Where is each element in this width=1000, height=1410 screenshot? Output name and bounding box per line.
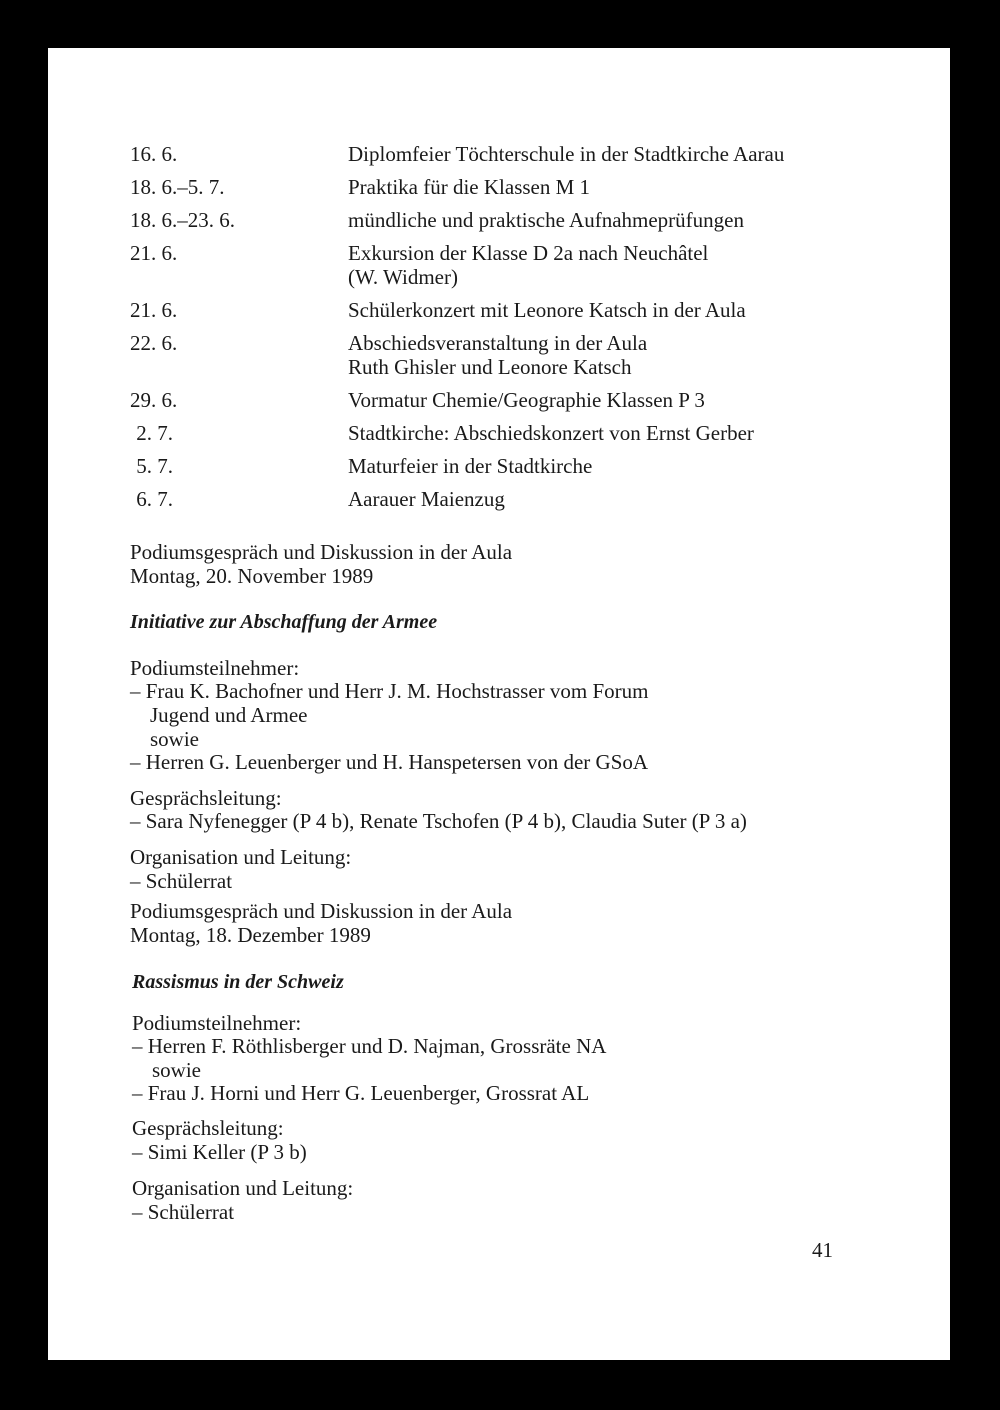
schedule-date: 21. 6. (130, 298, 178, 322)
participants-label: Podiumsteilnehmer: (130, 656, 300, 680)
schedule-date: 2. 7. (136, 421, 173, 445)
schedule-date: 5. 7. (136, 454, 173, 478)
organisation-line: – Schülerrat (130, 869, 233, 893)
moderation-label: Gesprächsleitung: (132, 1116, 284, 1140)
participant-line: – Herren F. Röthlisberger und D. Najman, Grossräte NA (132, 1034, 607, 1058)
event-title: Rassismus in der Schweiz (132, 971, 344, 993)
schedule-date: 29. 6. (130, 388, 178, 412)
schedule-date: 22. 6. (130, 331, 178, 355)
schedule-date: 18. 6.–23. 6. (130, 208, 235, 232)
participant-line: Jugend und Armee (150, 703, 308, 727)
schedule-event: Maturfeier in der Stadtkirche (348, 454, 593, 478)
schedule-event: Vormatur Chemie/Geographie Klassen P 3 (348, 388, 705, 412)
moderation-label: Gesprächsleitung: (130, 786, 282, 810)
schedule-event: Aarauer Maienzug (348, 487, 505, 511)
schedule-event: Schülerkonzert mit Leonore Katsch in der Aula (348, 298, 746, 322)
schedule-event: Praktika für die Klassen M 1 (348, 175, 591, 199)
event-date: Montag, 20. November 1989 (130, 564, 374, 588)
schedule-event: Diplomfeier Töchterschule in der Stadtkirche Aarau (348, 142, 785, 166)
schedule-event-continued: Ruth Ghisler und Leonore Katsch (348, 355, 632, 379)
schedule-date: 6. 7. (136, 487, 173, 511)
page-number: 41 (812, 1238, 833, 1262)
document-page (48, 48, 950, 1360)
event-intro: Podiumsgespräch und Diskussion in der Aula (130, 899, 513, 923)
organisation-label: Organisation und Leitung: (132, 1176, 354, 1200)
event-date: Montag, 18. Dezember 1989 (130, 923, 371, 947)
schedule-event: mündliche und praktische Aufnahmeprüfungen (348, 208, 744, 232)
participant-line: – Herren G. Leuenberger und H. Hanspetersen von der GSoA (130, 750, 649, 774)
participant-line: sowie (152, 1058, 201, 1082)
moderation-line: – Simi Keller (P 3 b) (132, 1140, 307, 1164)
event-intro: Podiumsgespräch und Diskussion in der Aula (130, 540, 513, 564)
schedule-date: 16. 6. (130, 142, 178, 166)
schedule-event: Exkursion der Klasse D 2a nach Neuchâtel (348, 241, 709, 265)
organisation-label: Organisation und Leitung: (130, 845, 352, 869)
schedule-date: 18. 6.–5. 7. (130, 175, 225, 199)
schedule-event-continued: (W. Widmer) (348, 265, 458, 289)
event-title: Initiative zur Abschaffung der Armee (130, 611, 438, 633)
participant-line: – Frau K. Bachofner und Herr J. M. Hochstrasser vom Forum (130, 679, 649, 703)
participants-label: Podiumsteilnehmer: (132, 1011, 302, 1035)
participant-line: sowie (150, 727, 199, 751)
schedule-event: Abschiedsveranstaltung in der Aula (348, 331, 648, 355)
participant-line: – Frau J. Horni und Herr G. Leuenberger, Grossrat AL (132, 1081, 590, 1105)
moderation-line: – Sara Nyfenegger (P 4 b), Renate Tschofen (P 4 b), Claudia Suter (P 3 a) (130, 809, 747, 833)
schedule-event: Stadtkirche: Abschiedskonzert von Ernst Gerber (348, 421, 754, 445)
organisation-line: – Schülerrat (132, 1200, 235, 1224)
schedule-date: 21. 6. (130, 241, 178, 265)
